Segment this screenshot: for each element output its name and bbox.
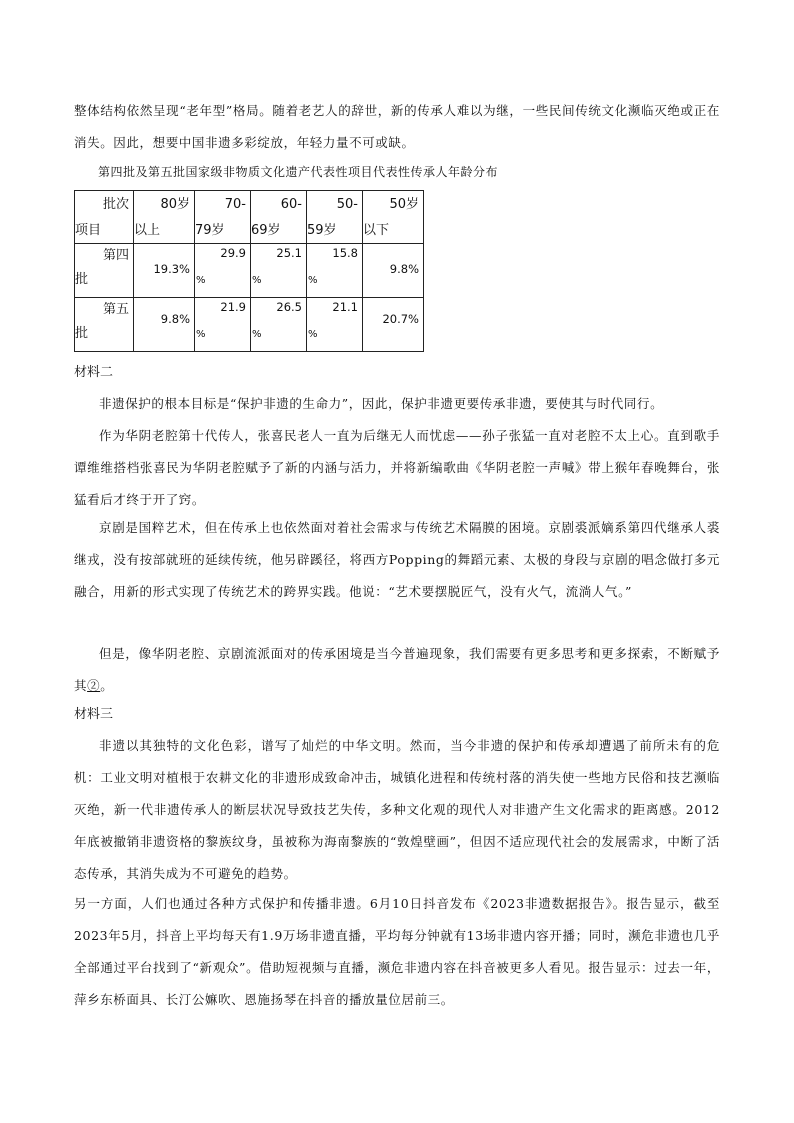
cell-value: 9.8%: [389, 262, 419, 276]
header-cell: [134, 191, 195, 244]
material2-paragraph-4: [74, 638, 720, 702]
table-cell: [251, 244, 307, 298]
intro-paragraph: 整体结构依然呈现“老年型”格局。随着老艺人的辞世，新的传承人难以为继，一些民间传统文化濒临灭绝或正在消失。因此，想要中国非遗多彩绽放，年轻力量不可或缺。: [74, 103, 720, 150]
table-cell: [307, 244, 363, 298]
cell-percent-sign: %: [252, 329, 262, 340]
row-label-bottom: 批: [75, 326, 89, 341]
row-label-top: 第五: [102, 302, 129, 317]
cell-value: 21.9: [220, 300, 246, 314]
cell-value: 29.9: [220, 246, 246, 260]
table-cell: [195, 298, 251, 352]
header-top: 60-: [280, 197, 302, 212]
cell-value: 25.1: [276, 246, 302, 260]
table-header-row: [75, 191, 424, 244]
cell-percent-sign: %: [308, 275, 318, 286]
material3-title: 材料三: [74, 707, 114, 722]
header-bottom: 69岁: [251, 223, 281, 238]
header-top: 80岁: [160, 197, 190, 212]
header-bottom: 59岁: [307, 223, 337, 238]
row-label-cell: [75, 298, 134, 352]
header-corner-cell: [75, 191, 134, 244]
cell-value: 21.1: [332, 300, 358, 314]
cell-value: 15.8: [332, 246, 358, 260]
header-corner-bottom: 项目: [75, 223, 102, 238]
table-cell: [195, 244, 251, 298]
row-label-bottom: 批: [75, 272, 89, 287]
fill-in-blank: ②: [87, 678, 101, 693]
table-cell: [363, 298, 424, 352]
header-cell: [363, 191, 424, 244]
table-row: [75, 298, 424, 352]
header-top: 50-: [336, 197, 358, 212]
header-top: 50岁: [389, 197, 419, 212]
table-caption: 第四批及第五批国家级非物质文化遗产代表性项目代表性传承人年龄分布: [98, 165, 499, 179]
cell-value: 9.8%: [160, 312, 190, 326]
cell-percent-sign: %: [196, 329, 206, 340]
age-distribution-table: [74, 190, 424, 352]
material2-paragraph-2: 作为华阴老腔第十代传人，张喜民老人一直为后继无人而忧虑——孙子张猛一直对老腔不太上心。直到歌手谭维维搭档张喜民为华阴老腔赋予了新的内涵与活力，并将新编歌曲《华阴老腔一声喊》带上猴年春晚舞台，张猛看后才终于开了窍。: [74, 428, 720, 507]
header-cell: [195, 191, 251, 244]
cell-value: 26.5: [276, 300, 302, 314]
table-row: [75, 244, 424, 298]
table-cell: [134, 244, 195, 298]
material3-paragraph-1: 非遗以其独特的文化色彩，谱写了灿烂的中华文明。然而，当今非遗的保护和传承却遭遇了前所未有的危机：工业文明对植根于农耕文化的非遗形成致命冲击，城镇化进程和传统村落的消失使一些地方民俗和技艺濒临灭绝，新一代非遗传承人的断层状况导致技艺失传，多种文化观的现代人对非遗产生文化需求的距离感。2012年底被撤销非遗资格的黎族纹身，虽被称为海南黎族的“敦煌壁画”，但因不适应现代社会的发展需求，中断了活态传承，其消失成为不可避免的趋势。: [74, 738, 720, 881]
header-top: 70-: [224, 197, 246, 212]
row-label-top: 第四: [102, 248, 129, 263]
header-bottom: 79岁: [195, 223, 225, 238]
table-cell: [307, 298, 363, 352]
paragraph-end: 。: [100, 678, 114, 693]
material3-paragraph-2: 另一方面，人们也通过各种方式保护和传播非遗。6月10日抖音发布《2023非遗数据报告》。报告显示，截至2023年5月，抖音上平均每天有1.9万场非遗直播，平均每分钟就有13场非遗内容开播；同时，濒危非遗也几乎全部通过平台找到了“新观众”。借助短视频与直播，濒危非遗内容在抖音被更多人看见。报告显示：过去一年，萍乡东桥面具、长汀公嫲吹、恩施扬琴在抖音的播放量位居前三。: [74, 896, 720, 1007]
table-cell: [363, 244, 424, 298]
header-bottom: 以下: [363, 223, 390, 238]
header-corner-top: 批次: [102, 197, 129, 212]
material2-title: 材料二: [74, 365, 114, 380]
header-cell: [251, 191, 307, 244]
header-bottom: 以上: [134, 223, 161, 238]
row-label-cell: [75, 244, 134, 298]
cell-value: 20.7%: [382, 312, 419, 326]
cell-percent-sign: %: [308, 329, 318, 340]
material2-paragraph-1: 非遗保护的根本目标是“保护非遗的生命力”，因此，保护非遗更要传承非遗，要使其与时代同行。: [99, 396, 664, 411]
cell-percent-sign: %: [196, 275, 206, 286]
cell-percent-sign: %: [252, 275, 262, 286]
table-cell: [251, 298, 307, 352]
cell-value: 19.3%: [153, 262, 190, 276]
paragraph-text: 但是，像华阴老腔、京剧流派面对的传承困境是当今普遍现象，我们需要有更多思考和更多探索，不断赋予其: [74, 646, 720, 693]
table-cell: [134, 298, 195, 352]
material2-paragraph-3: 京剧是国粹艺术，但在传承上也依然面对着社会需求与传统艺术隔膜的困境。京剧裘派嫡系第四代继承人裘继戎，没有按部就班的延续传统，他另辟蹊径，将西方Popping的舞蹈元素、太极的身段与京剧的唱念做打多元融合，用新的形式实现了传统艺术的跨界实践。他说：“艺术要摆脱匠气，没有火气，流淌人气。”: [74, 520, 720, 599]
header-cell: [307, 191, 363, 244]
